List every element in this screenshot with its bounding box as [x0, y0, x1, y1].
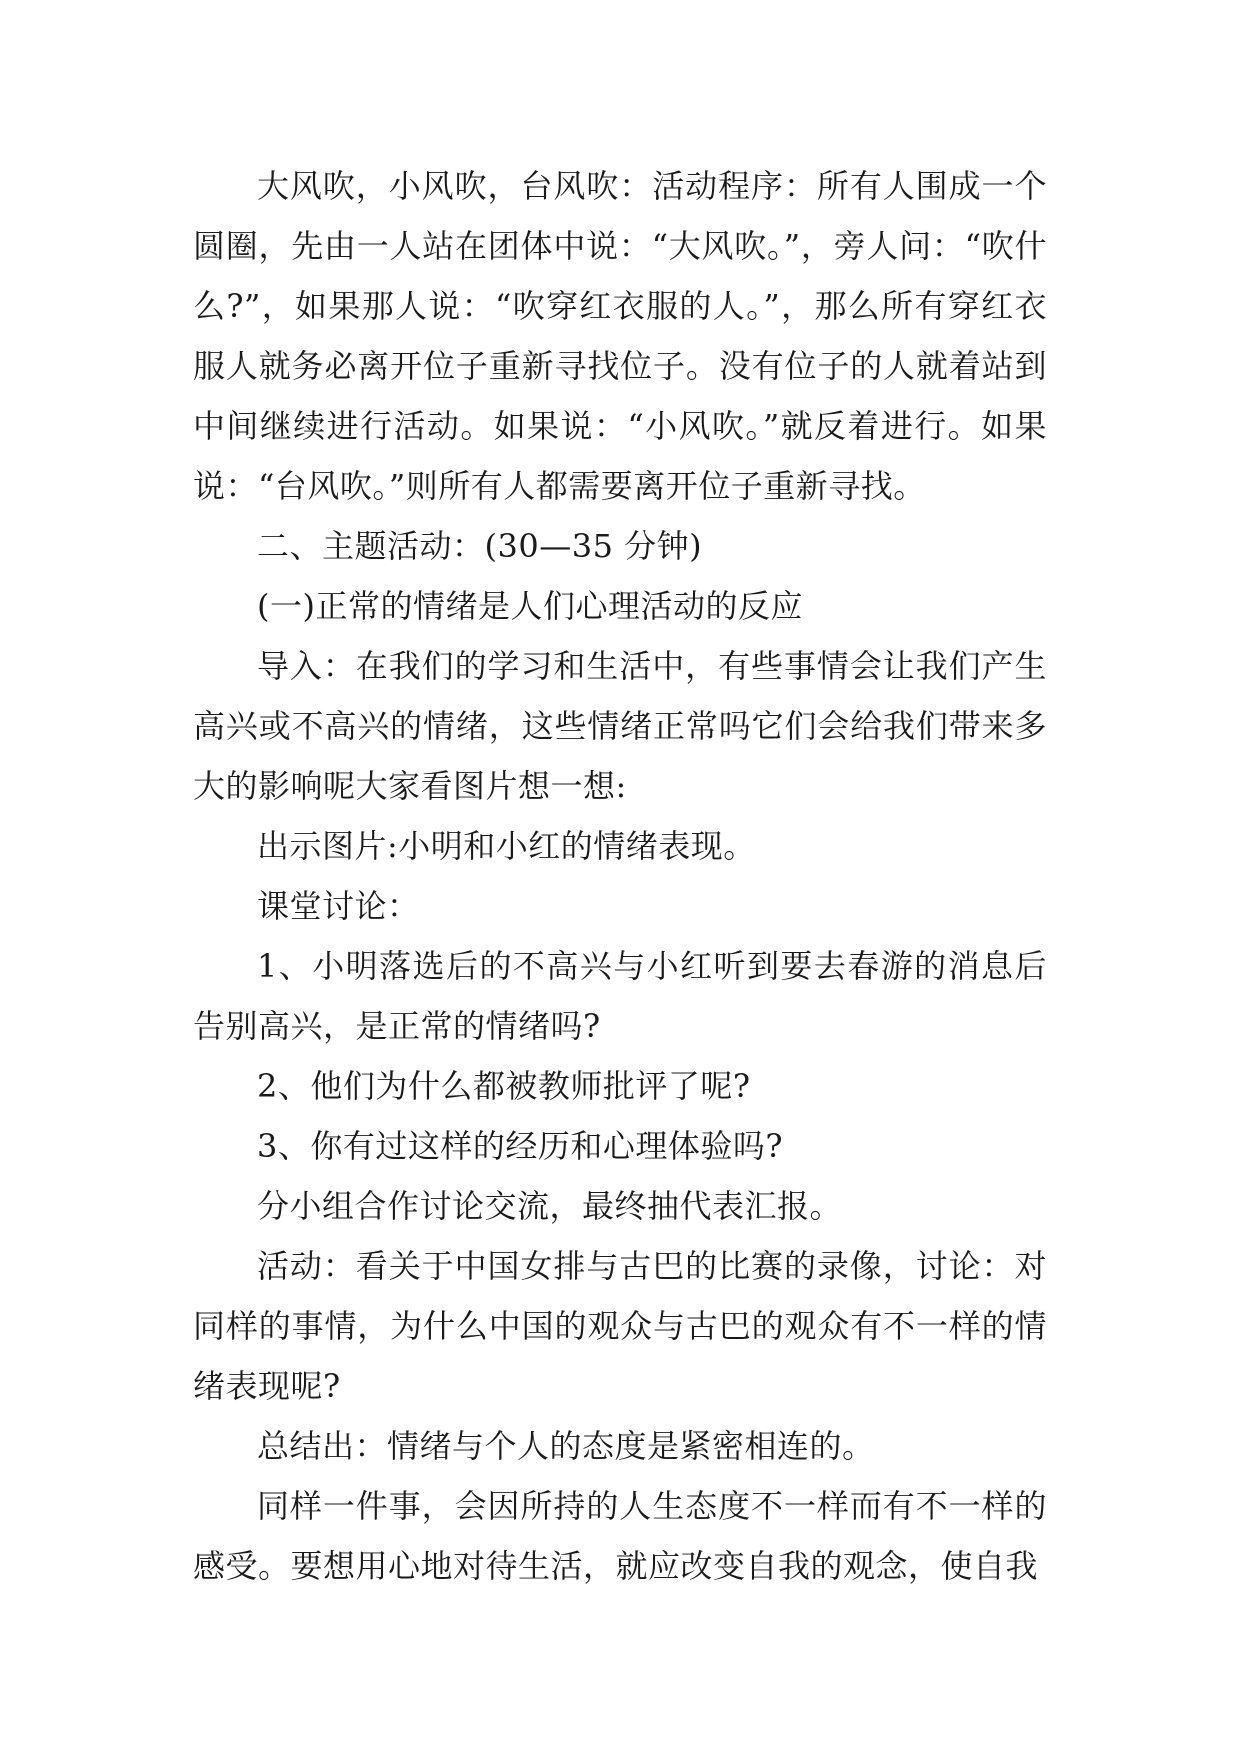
discussion-question-2: 2、他们为什么都被教师批评了呢? — [257, 1067, 751, 1105]
discussion-question-1: 1、小明落选后的不高兴与小红听到要去春游的消息后告别高兴，是正常的情绪吗? — [193, 947, 1047, 1045]
discussion-question-3: 3、你有过这样的经历和心理体验吗? — [257, 1127, 784, 1165]
paragraph-attitude: 同样一件事，会因所持的人生态度不一样而有不一样的感受。要想用心地对待生活，就应改变自我的观念，使自我 — [193, 1487, 1047, 1585]
section-heading-theme-activity: 二、主题活动：(30—35 分钟) — [257, 527, 703, 565]
paragraph-show-pictures: 出示图片:小明和小红的情绪表现。 — [257, 827, 756, 865]
paragraph-class-discussion: 课堂讨论： — [257, 887, 420, 925]
paragraph-group-discussion: 分小组合作讨论交流，最终抽代表汇报。 — [257, 1187, 843, 1225]
subsection-heading-normal-emotions: (一)正常的情绪是人们心理活动的反应 — [257, 587, 803, 625]
document-body — [193, 156, 1047, 1596]
paragraph-summary: 总结出：情绪与个人的态度是紧密相连的。 — [257, 1427, 875, 1465]
paragraph-game-rules: 大风吹，小风吹，台风吹：活动程序：所有人围成一个圆圈，先由一人站在团体中说：“大风吹。”，旁人问：“吹什么?”，如果那人说：“吹穿红衣服的人。”，那么所有穿红衣服人就务必离开位子重新寻找位子。没有位子的人就着站到中间继续进行活动。如果说：“小风吹。”就反着进行。如果说：“台风吹。”则所有人都需要离开位子重新寻找。 — [193, 167, 1047, 505]
paragraph-introduction: 导入：在我们的学习和生活中，有些事情会让我们产生高兴或不高兴的情绪，这些情绪正常吗它们会给我们带来多大的影响呢大家看图片想一想: — [193, 647, 1047, 805]
paragraph-activity-video: 活动：看关于中国女排与古巴的比赛的录像，讨论：对同样的事情，为什么中国的观众与古巴的观众有不一样的情绪表现呢? — [193, 1247, 1047, 1405]
